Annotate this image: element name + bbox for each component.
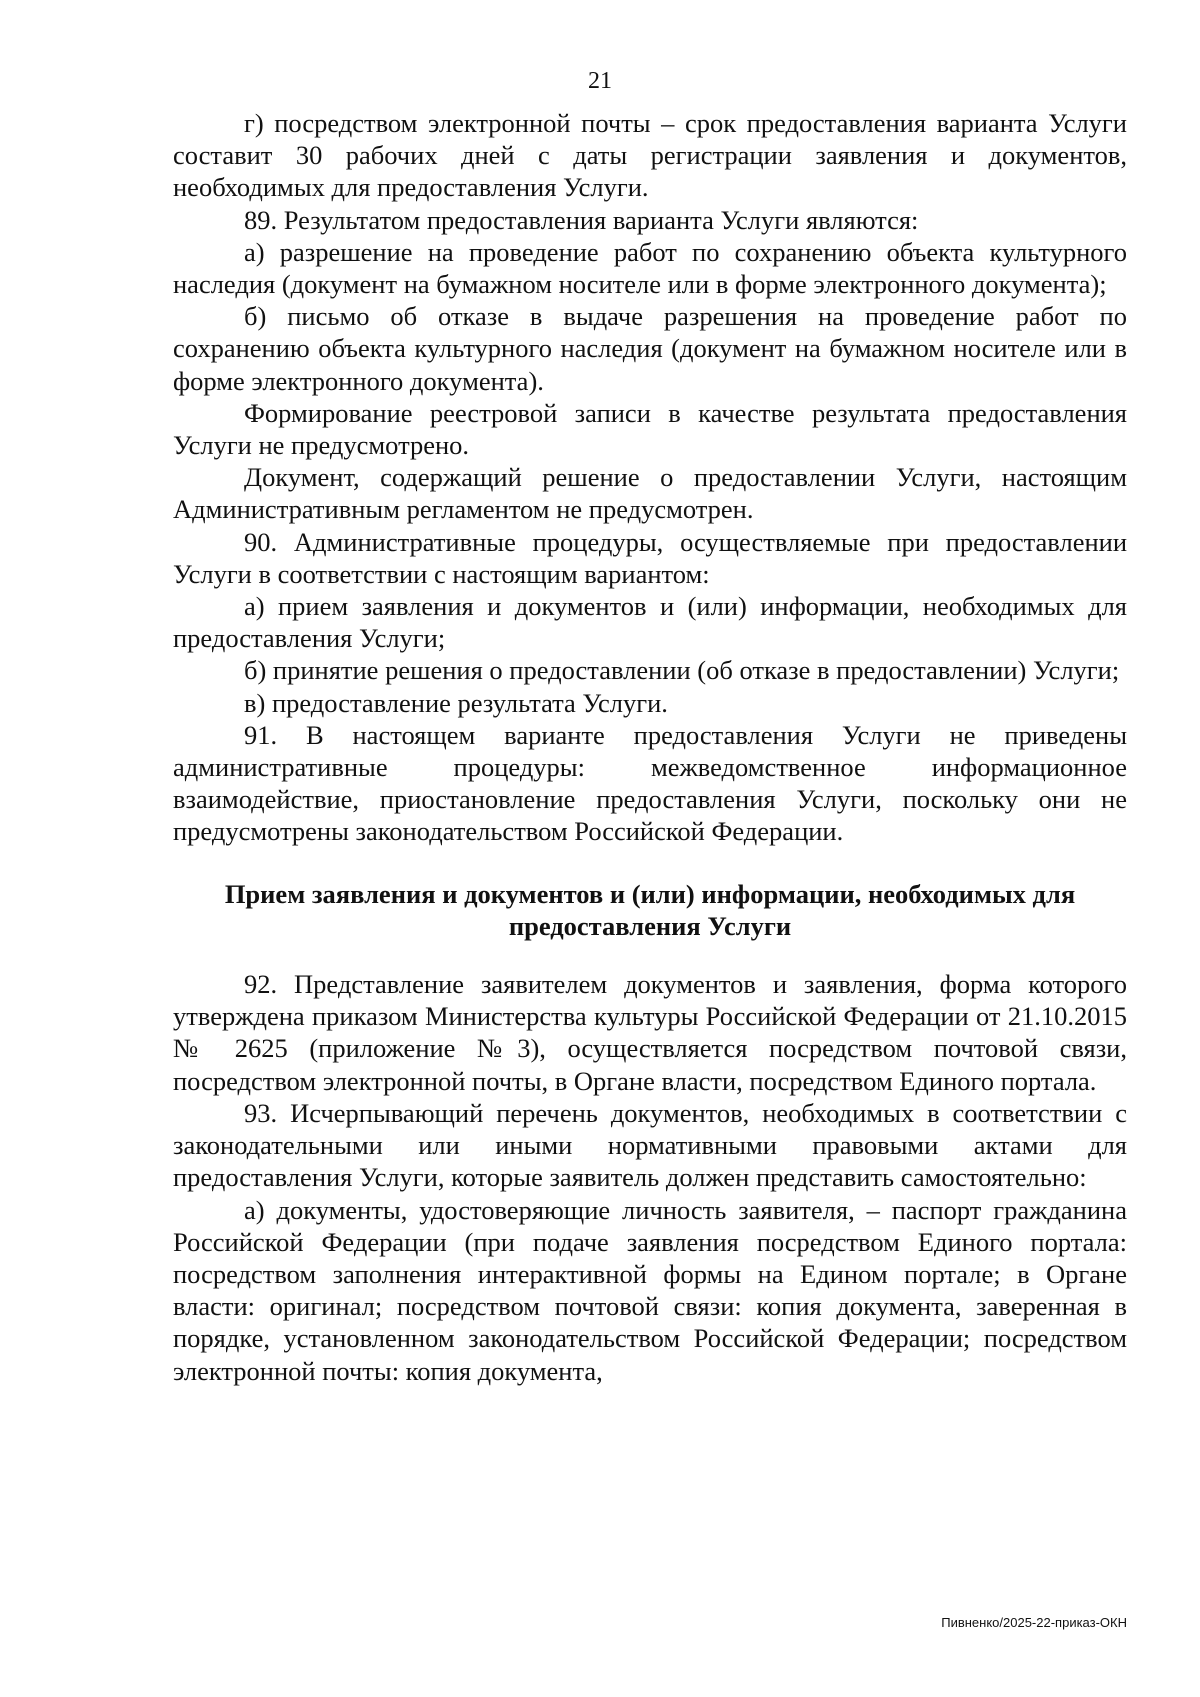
paragraph-91: 91. В настоящем варианте предоставления Услуги не приведены административные процедуры: межведомственное информационное взаимодействие, приостановление предоставления Услуги, поскольку они не предусмотрены законодательством Российской Федерации. bbox=[173, 719, 1127, 847]
paragraph-92: 92. Представление заявителем документов и заявления, форма которого утверждена приказом Министерства культуры Российской Федерации от 21.10.2015 № 2625 (приложение №3), осуществляется посредством почтовой связи, посредством электронной почты, в Органе власти, посредством Единого портала. bbox=[173, 969, 1127, 1096]
paragraph-93a: а) документы, удостоверяющие личность заявителя, – паспорт гражданина Российской Федерации (при подаче заявления посредством Единого портала: посредством заполнения интерактивной формы на Едином портале; в Органе власти: оригинал; посредством почтовой связи: копия документа, заверенная в порядке, установленном законодательством Российской Федерации; посредством электронной почты: копия документа, bbox=[173, 1194, 1127, 1386]
paragraph-90: 90. Административные процедуры, осуществляемые при предоставлении Услуги в соответствии с настоящим вариантом: bbox=[173, 526, 1127, 589]
paragraph-89b: б) письмо об отказе в выдаче разрешения на проведение работ по сохранению объекта культурного наследия (документ на бумажном носителе или в форме электронного документа). bbox=[173, 301, 1127, 396]
paragraph-90b: б) принятие решения о предоставлении (об отказе в предоставлении) Услуги; bbox=[244, 655, 1120, 686]
paragraph-88g: г) посредством электронной почты – срок предоставления варианта Услуги составит 30 рабочих дней с даты регистрации заявления и документов, необходимых для предоставления Услуги. bbox=[173, 108, 1127, 203]
paragraph-decision-document: Документ, содержащий решение о предоставлении Услуги, настоящим Административным регламентом не предусмотрен. bbox=[173, 462, 1127, 525]
paragraph-90a: а) прием заявления и документов и (или) информации, необходимых для предоставления Услуги; bbox=[173, 591, 1127, 654]
paragraph-89: 89. Результатом предоставления варианта Услуги являются: bbox=[244, 204, 919, 235]
paragraph-89a: а) разрешение на проведение работ по сохранению объекта культурного наследия (документ на бумажном носителе или в форме электронного документа); bbox=[173, 236, 1127, 300]
paragraph-93: 93. Исчерпывающий перечень документов, необходимых в соответствии с законодательными или иными нормативными правовыми актами для предоставления Услуги, которые заявитель должен представить самостоятельно: bbox=[173, 1097, 1127, 1193]
section-heading: Прием заявления и документов и (или) информации, необходимых для предоставления Услуги bbox=[224, 878, 1076, 941]
footer-document-code: Пивненко/2025-22-приказ-ОКН bbox=[941, 1615, 1127, 1630]
page-number: 21 bbox=[588, 68, 612, 94]
paragraph-90v: в) предоставление результата Услуги. bbox=[244, 687, 668, 718]
document-body bbox=[173, 107, 1127, 1387]
paragraph-registry-record: Формирование реестровой записи в качестве результата предоставления Услуги не предусмотрено. bbox=[173, 397, 1127, 461]
